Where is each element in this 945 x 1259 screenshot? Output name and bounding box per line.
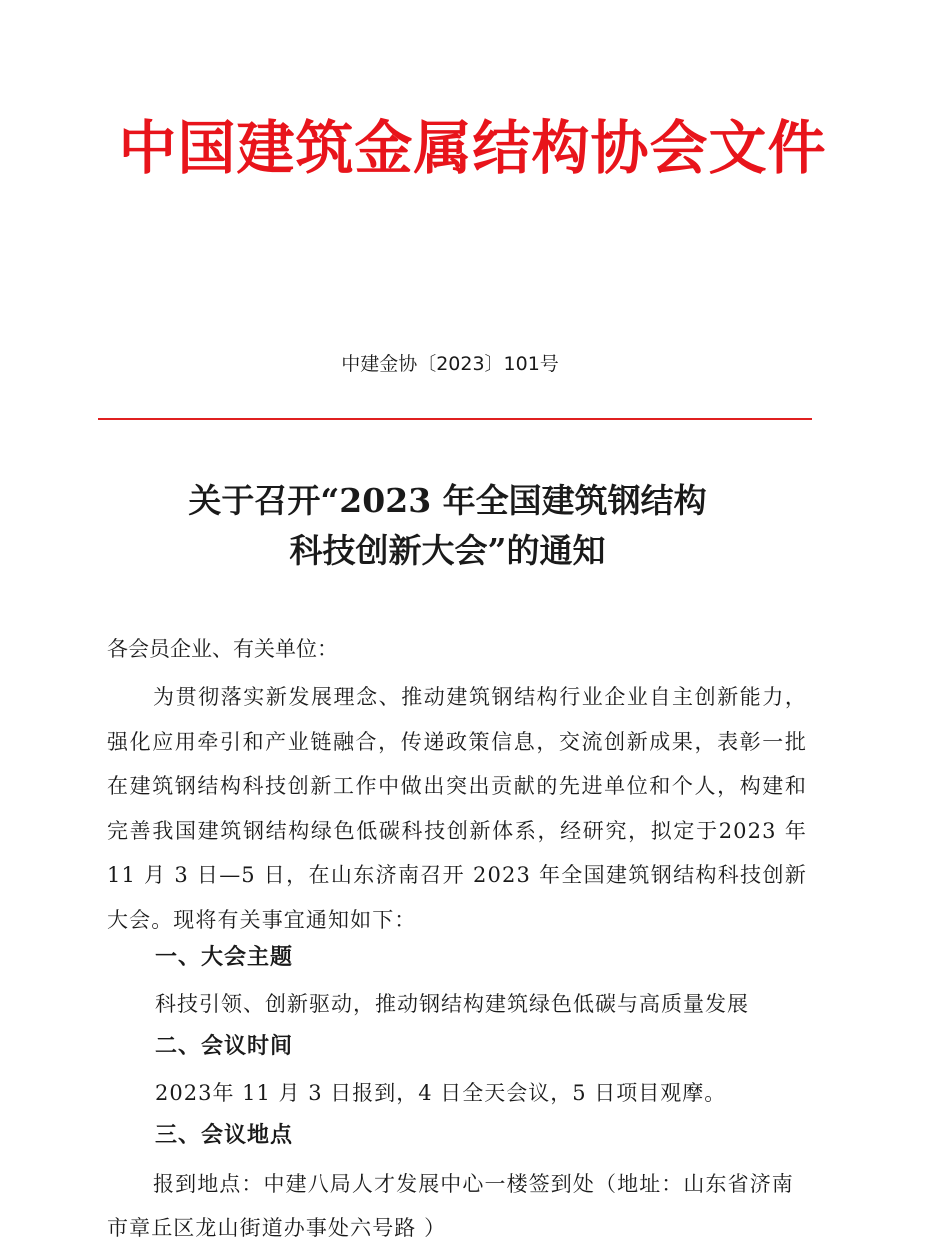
notice-title-line-1: 关于召开“2023 年全国建筑钢结构 xyxy=(188,481,707,520)
notice-title-line-2: 科技创新大会”的通知 xyxy=(289,531,606,570)
intro-paragraph: 为贯彻落实新发展理念、推动建筑钢结构行业企业自主创新能力，强化应用牵引和产业链融合，传递政策信息，交流创新成果，表彰一批在建筑钢结构科技创新工作中做出突出贡献的先进单位和个人，构建和完善我国建筑钢结构绿色低碳科技创新体系，经研究，拟定于2023 年 11 月 3 日—5 日，在山东济南召开 2023 年全国建筑钢结构科技创新大会。现将有关事宜通知如下： xyxy=(107,685,807,932)
section-content-time: 2023年 11 月 3 日报到，4 日全天会议，5 日项目观摩。 xyxy=(155,1081,727,1105)
salutation: 各会员企业、有关单位： xyxy=(107,637,338,661)
document-number: 中建金协〔2023〕101号 xyxy=(341,353,559,375)
section-heading-venue: 三、会议地点 xyxy=(155,1123,294,1148)
section-content-venue: 报到地点：中建八局人才发展中心一楼签到处（地址：山东省济南市章丘区龙山街道办事处六号路 ） xyxy=(107,1172,794,1240)
section-heading-theme: 一、大会主题 xyxy=(155,945,294,970)
section-content-theme: 科技引领、创新驱动，推动钢结构建筑绿色低碳与高质量发展 xyxy=(155,992,749,1016)
notice-title xyxy=(0,476,895,576)
red-divider-line xyxy=(98,418,812,420)
section-heading-time: 二、会议时间 xyxy=(155,1034,294,1059)
org-header-title: 中国建筑金属结构协会文件 xyxy=(118,114,827,182)
